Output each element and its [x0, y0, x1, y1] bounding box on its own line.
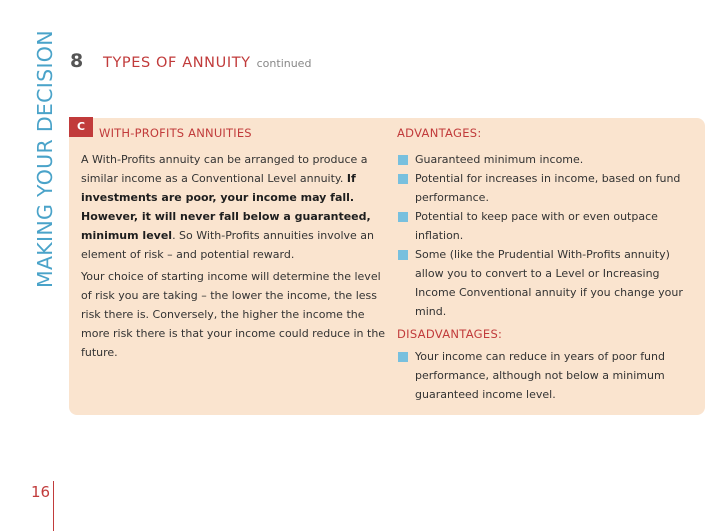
disadvantages-heading: DISADVANTAGES: — [397, 327, 503, 341]
list-item-text: Potential for increases in income, based on fund performance. — [415, 172, 681, 204]
square-bullet-icon — [398, 155, 408, 165]
square-bullet-icon — [398, 352, 408, 362]
list-item — [397, 245, 697, 321]
list-item — [397, 150, 697, 169]
square-bullet-icon — [398, 174, 408, 184]
list-item — [397, 207, 697, 245]
list-item — [397, 169, 697, 207]
advantages-heading: ADVANTAGES: — [397, 126, 482, 140]
panel-title: WITH-PROFITS ANNUITIES — [99, 126, 252, 140]
list-item-text: Your income can reduce in years of poor fund performance, although not below a minimum guaranteed income level. — [415, 350, 665, 401]
list-item-text: Some (like the Prudential With-Profits annuity) allow you to convert to a Level or Increasing Income Conventional annuity if you change your mind. — [415, 248, 683, 318]
sidebar-title: MAKING YOUR DECISION — [33, 30, 57, 288]
intro-text-a: A With-Profits annuity can be arranged to produce a similar income as a Conventional Level annuity. — [81, 153, 368, 185]
disadvantages-list — [397, 347, 697, 404]
square-bullet-icon — [398, 250, 408, 260]
list-item-text: Guaranteed minimum income. — [415, 153, 584, 166]
page-number: 16 — [31, 483, 51, 501]
advantages-list — [397, 150, 697, 321]
continued-label: continued — [256, 57, 312, 70]
risk-paragraph: Your choice of starting income will determine the level of risk you are taking – the lower the income, the less risk there is. Conversely, the higher the income the more risk there is that your income could reduce in the future. — [81, 270, 386, 359]
section-title-text: TYPES OF ANNUITY — [103, 55, 251, 71]
square-bullet-icon — [398, 212, 408, 222]
intro-bold-text: If investments are poor, your income may fall. However, it will never fall below a guaranteed, minimum level — [81, 172, 371, 242]
list-item-text: Potential to keep pace with or even outpace inflation. — [415, 210, 658, 242]
section-title — [103, 55, 311, 71]
section-number: 8 — [70, 50, 84, 72]
intro-text-b: . So With-Profits annuities involve an element of risk – and potential reward. — [81, 229, 375, 261]
section-letter-tag: C — [69, 117, 93, 137]
intro-paragraph — [81, 150, 391, 264]
list-item — [397, 347, 697, 404]
page-number-divider — [53, 481, 54, 531]
